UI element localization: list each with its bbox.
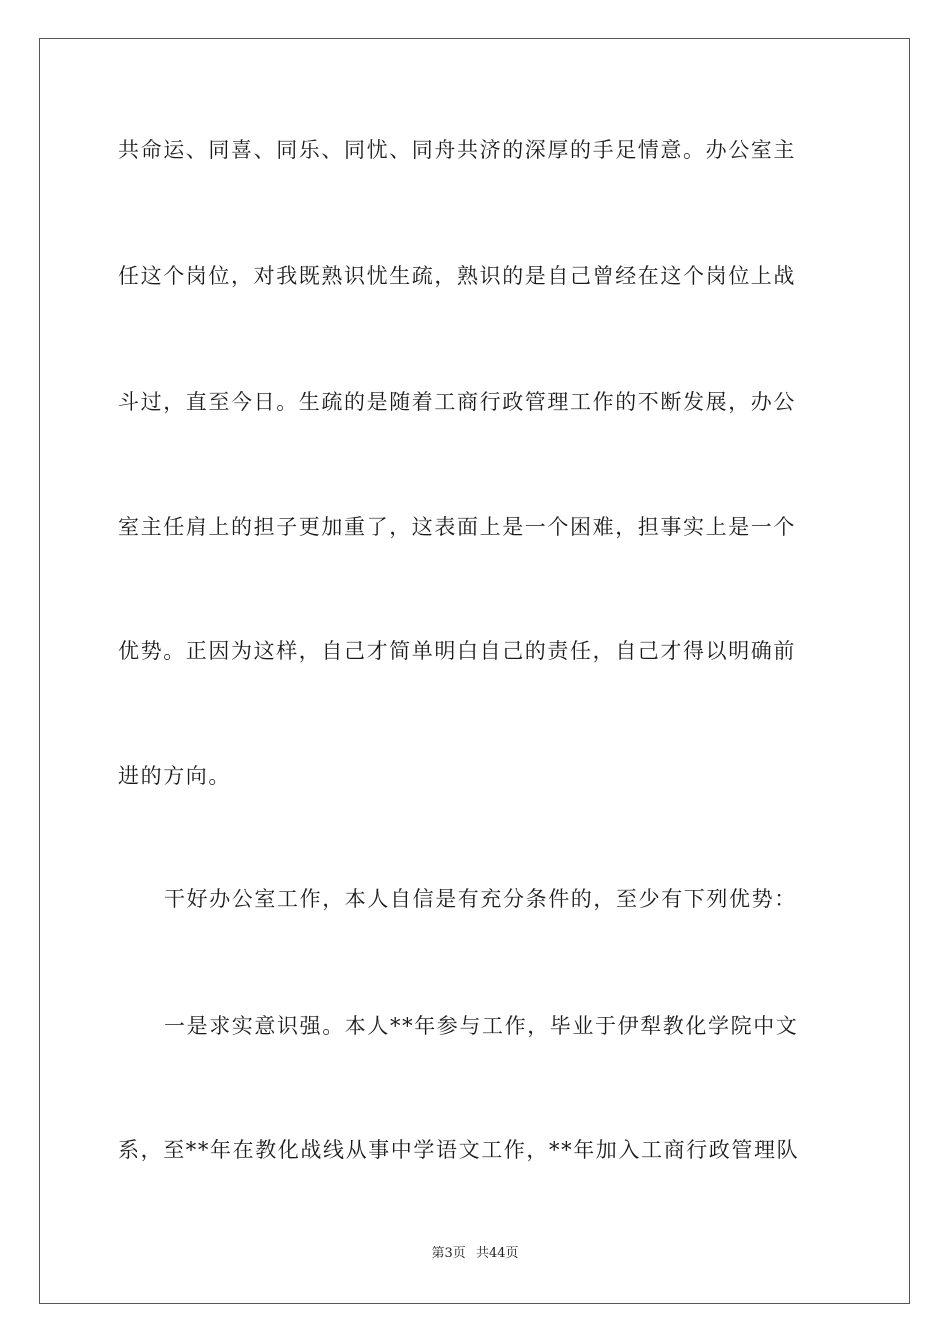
body-text-line: 系，至**年在教化战线从事中学语文工作，**年加入工商行政管理队 bbox=[118, 1138, 800, 1162]
page-total: 共44页 bbox=[475, 1246, 519, 1261]
body-text-line: 优势。正因为这样，自己才简单明白自己的责任，自己才得以明确前 bbox=[118, 639, 796, 663]
page-footer bbox=[0, 1245, 950, 1263]
body-text-line: 斗过，直至今日。生疏的是随着工商行政管理工作的不断发展，办公 bbox=[118, 390, 796, 414]
paragraph-first-line: 干好办公室工作，本人自信是有充分条件的，至少有下列优势： bbox=[164, 887, 797, 911]
page-number: 第3页 bbox=[431, 1246, 466, 1261]
page-border bbox=[39, 38, 910, 1304]
body-text-line: 共命运、同喜、同乐、同忧、同舟共济的深厚的手足情意。办公室主 bbox=[118, 138, 796, 162]
body-text-line: 任这个岗位，对我既熟识忧生疏，熟识的是自己曾经在这个岗位上战 bbox=[118, 264, 796, 288]
body-text-line: 进的方向。 bbox=[118, 764, 231, 788]
body-text-line: 室主任肩上的担子更加重了，这表面上是一个困难，担事实上是一个 bbox=[118, 515, 796, 539]
paragraph-first-line: 一是求实意识强。本人**年参与工作，毕业于伊犁教化学院中文 bbox=[164, 1014, 799, 1038]
